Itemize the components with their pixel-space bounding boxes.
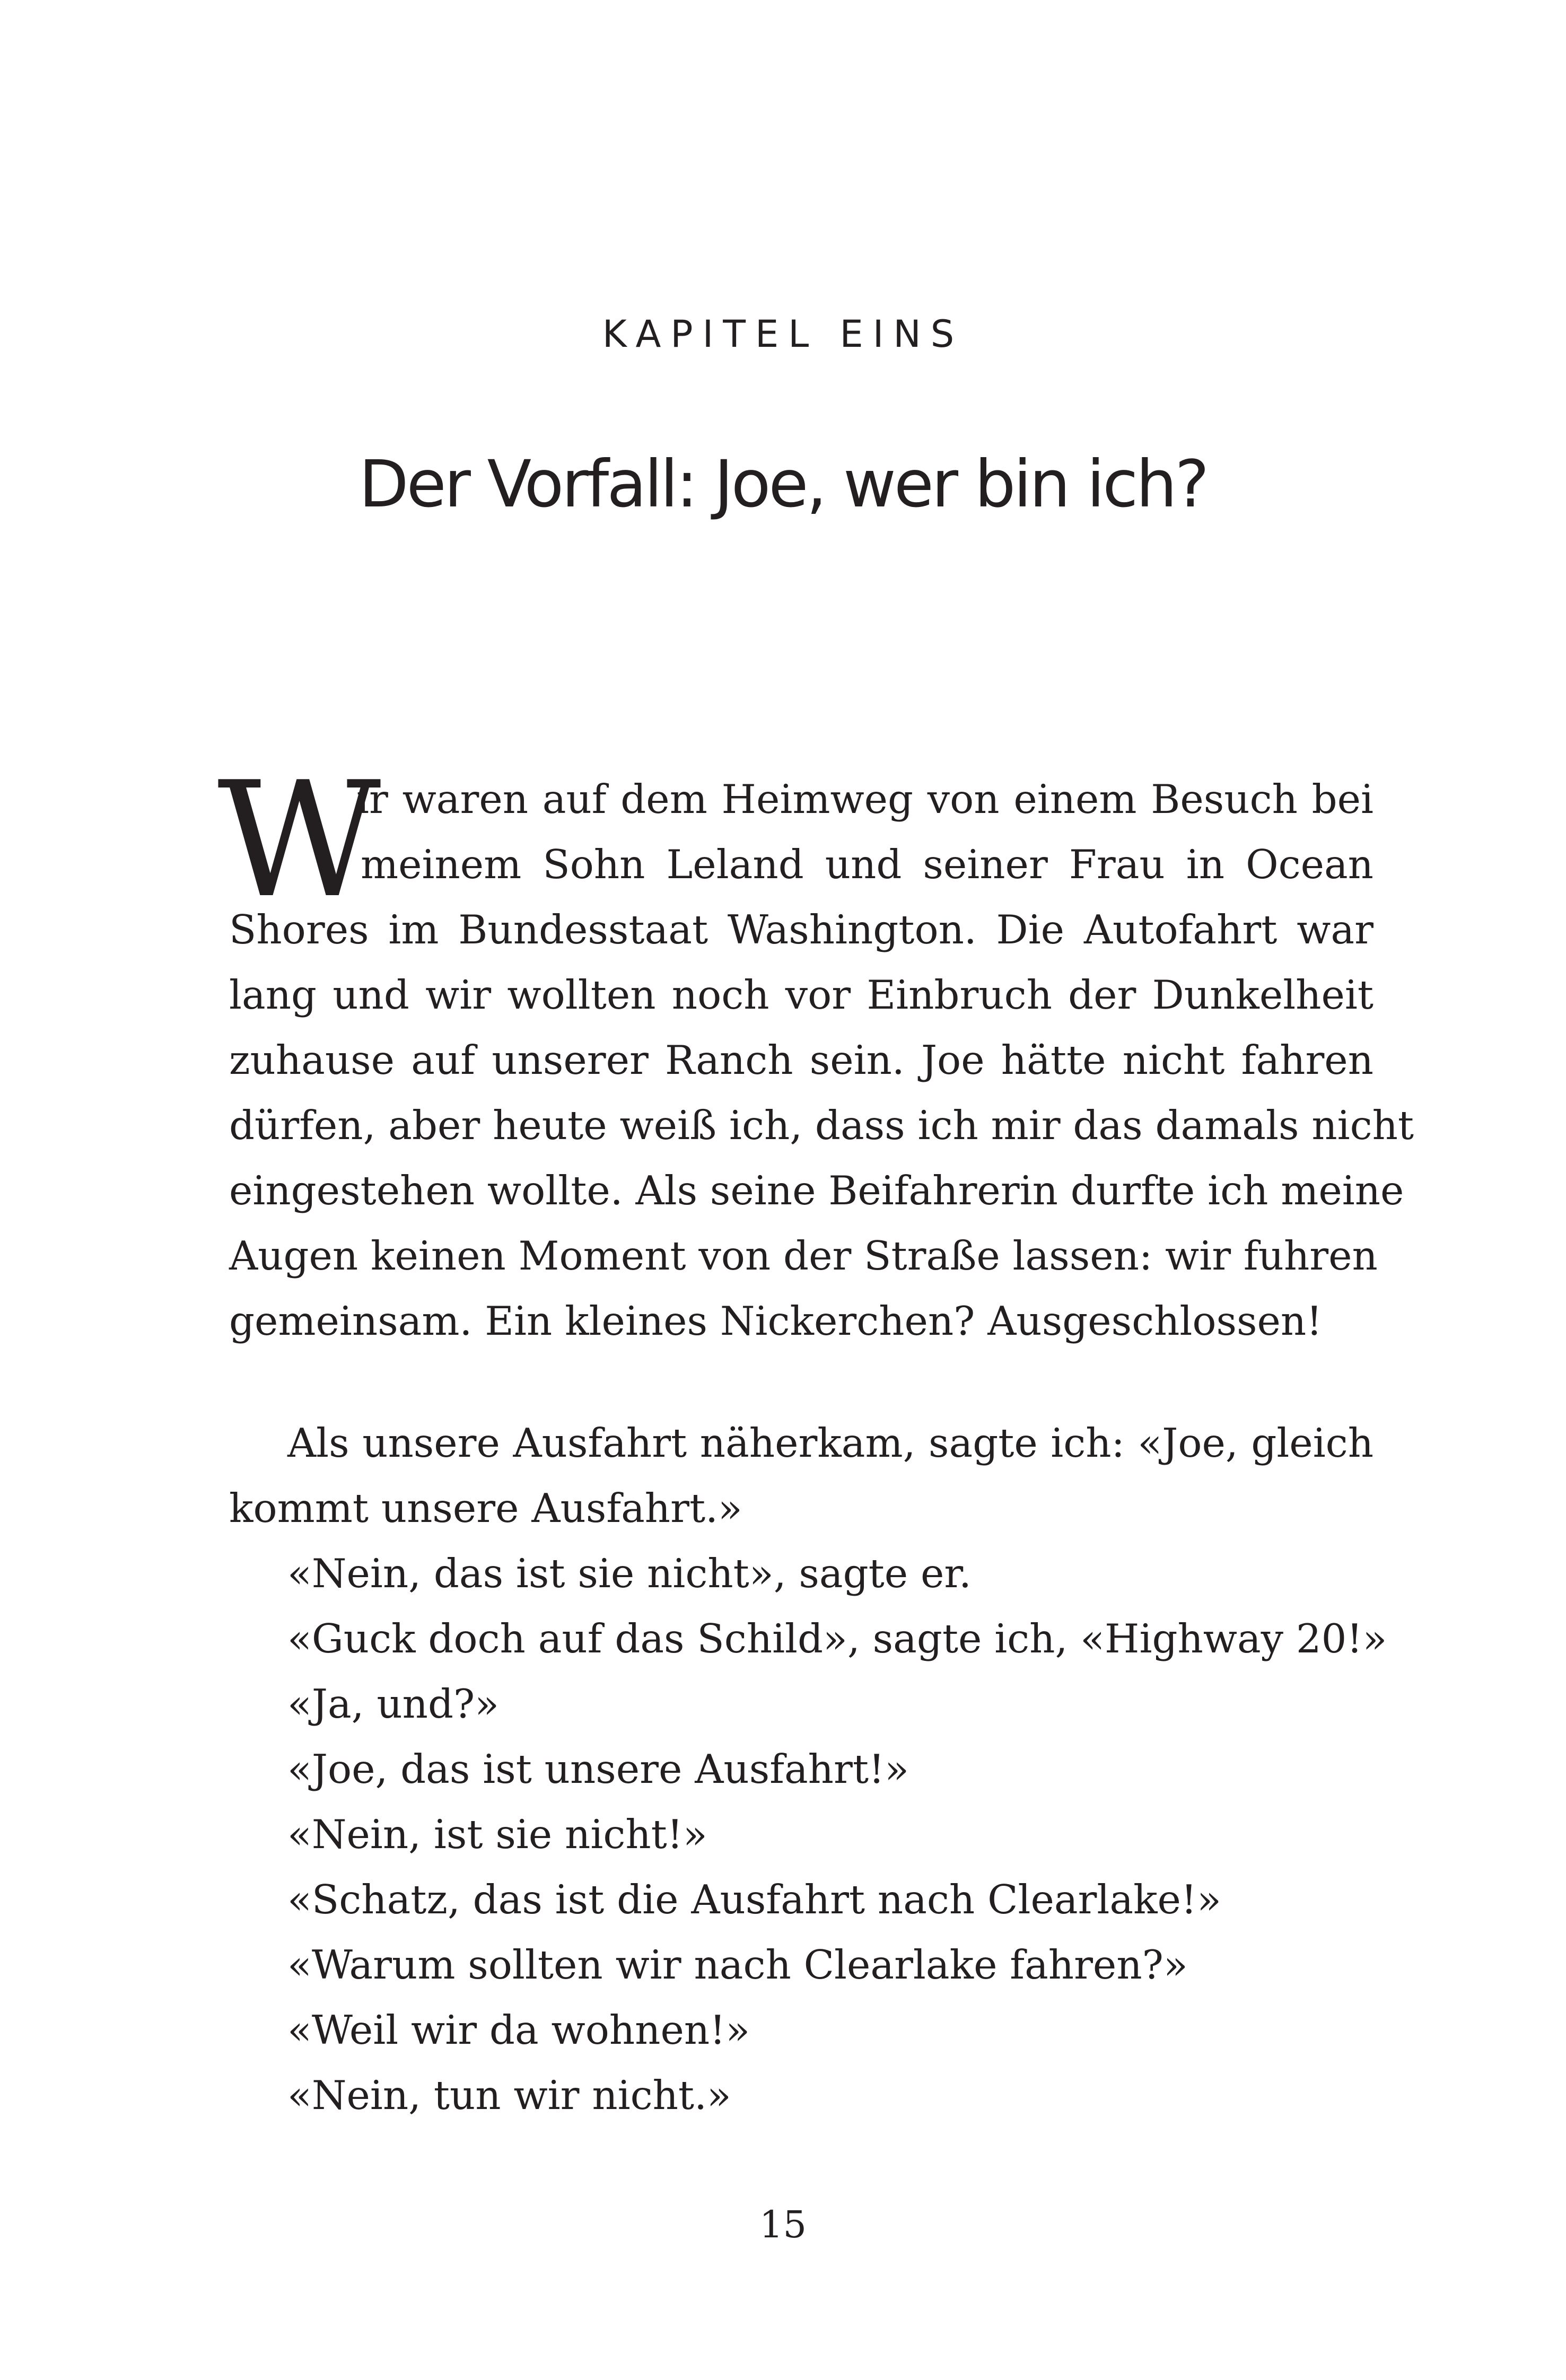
dialogue-line: «Nein, tun wir nicht.» (287, 2072, 731, 2119)
dialogue-line: «Weil wir da wohnen!» (287, 2007, 750, 2053)
chapter-label: KAPITEL EINS (602, 312, 964, 356)
paragraph-line: kommt unsere Ausfahrt.» (229, 1485, 742, 1532)
page-number: 15 (759, 2203, 807, 2246)
dialogue-line: «Nein, ist sie nicht!» (287, 1811, 707, 1858)
paragraph-line: zuhause auf unserer Ranch sein. Joe hätte nicht fahren (229, 1037, 1373, 1083)
dialogue-section (229, 1411, 1387, 2128)
paragraph-line: dürfen, aber heute weiß ich, dass ich mir das damals nicht (229, 1102, 1414, 1149)
drop-cap-letter: W (217, 748, 381, 933)
paragraph-line: Augen keinen Moment von der Straße lassen: wir fuhren (229, 1232, 1378, 1279)
chapter-title: Der Vorfall: Joe, wer bin ich? (358, 447, 1208, 522)
dialogue-line: «Warum sollten wir nach Clearlake fahren?» (287, 1941, 1188, 1988)
paragraph-line: ir waren auf dem Heimweg von einem Besuch bei (356, 776, 1373, 822)
paragraph-line: lang und wir wollten noch vor Einbruch der Dunkelheit (229, 972, 1373, 1018)
paragraph-line: Als unsere Ausfahrt näherkam, sagte ich: «Joe, gleich (287, 1420, 1373, 1466)
dialogue-line: «Joe, das ist unsere Ausfahrt!» (287, 1746, 909, 1792)
opening-paragraph (229, 767, 1414, 1354)
paragraph-line: eingestehen wollte. Als seine Beifahrerin durfte ich meine (229, 1167, 1404, 1214)
dialogue-line: «Schatz, das ist die Ausfahrt nach Clearlake!» (287, 1876, 1221, 1923)
paragraph-line: Shores im Bundesstaat Washington. Die Autofahrt war (229, 906, 1373, 953)
paragraph-line: meinem Sohn Leland und seiner Frau in Ocean (361, 841, 1373, 888)
dialogue-line: «Guck doch auf das Schild», sagte ich, «Highway 20!» (287, 1615, 1387, 1662)
dialogue-line: «Ja, und?» (287, 1681, 500, 1727)
paragraph-line: gemeinsam. Ein kleines Nickerchen? Ausgeschlossen! (229, 1298, 1323, 1344)
dialogue-line: «Nein, das ist sie nicht», sagte er. (287, 1550, 972, 1597)
